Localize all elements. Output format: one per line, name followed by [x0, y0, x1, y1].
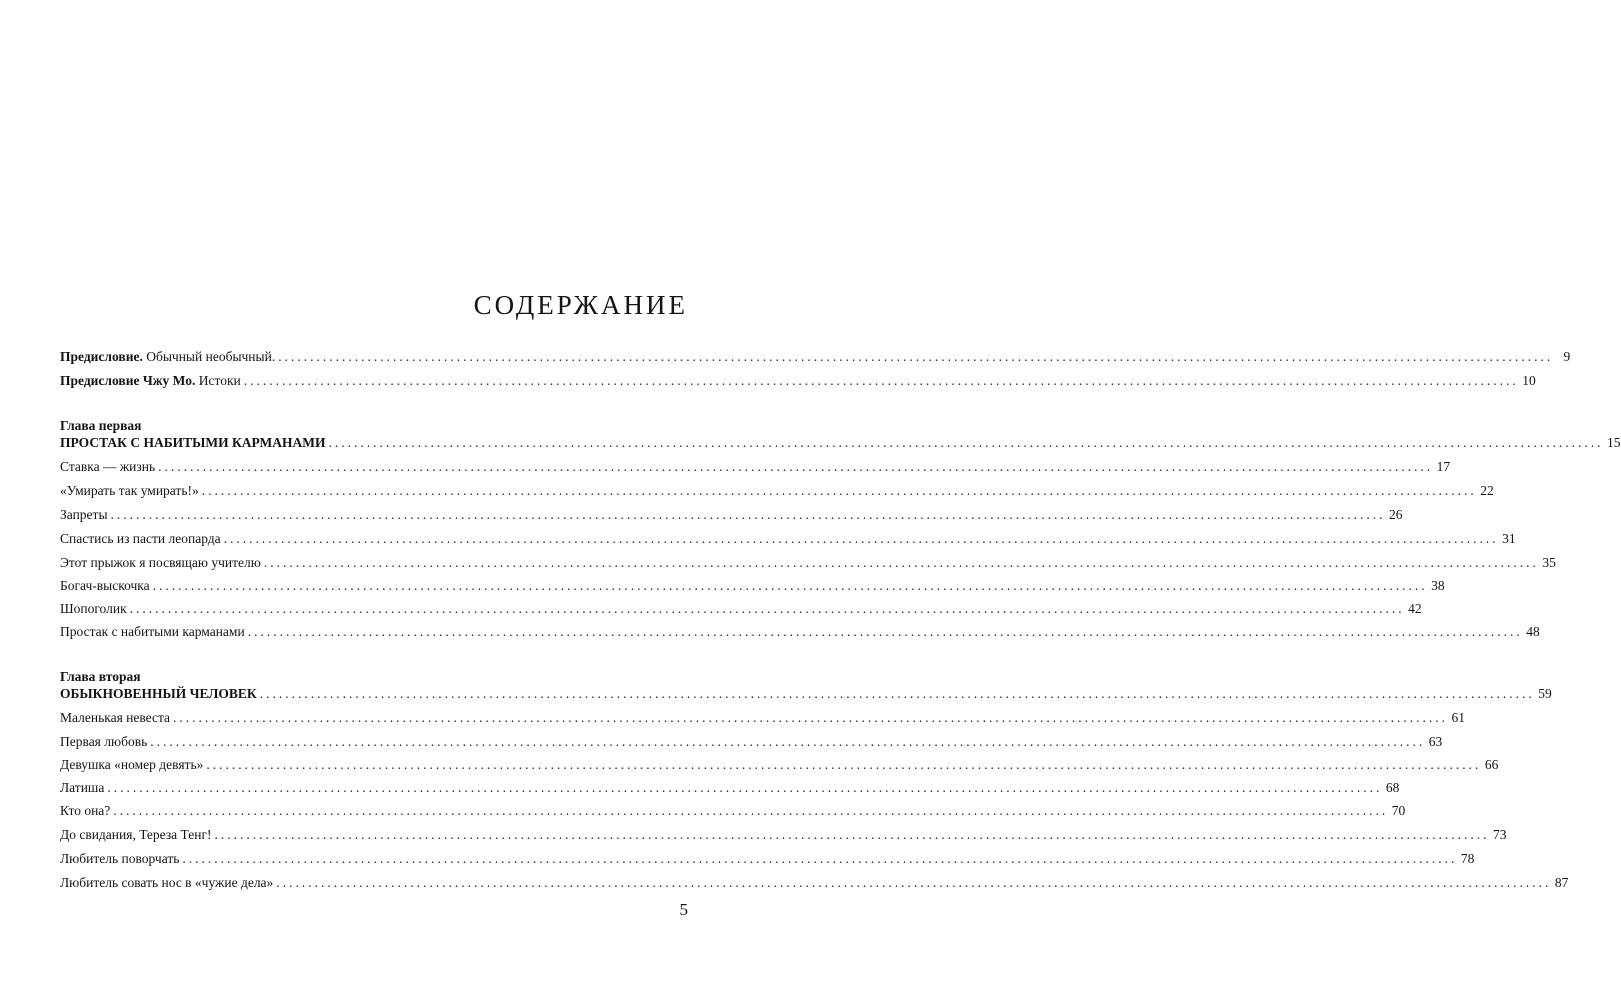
- dot-leader: ........................................................................................................................................................................................................: [152, 578, 1428, 593]
- entry-page-number: 26: [1389, 507, 1403, 522]
- entry-label: Спастись из пасти леопарда: [60, 531, 221, 546]
- toc-chapter-1[interactable]: [60, 433, 1621, 453]
- entry-label: Обычный необычный.: [146, 349, 276, 364]
- dot-leader: ........................................................................................................................................................................................................: [247, 624, 1523, 639]
- entry-label: Запреты: [60, 507, 108, 522]
- entry-page-number: 68: [1385, 780, 1400, 795]
- entry-page-number: 78: [1460, 851, 1475, 866]
- toc-entry[interactable]: [60, 622, 1540, 642]
- entry-page-number: 35: [1542, 555, 1556, 570]
- dot-leader: ........................................................................................................................................................................................................: [182, 851, 1458, 866]
- entry-label: Любитель поворчать: [60, 851, 180, 866]
- entry-label: Ставка — жизнь: [60, 459, 156, 474]
- entry-bold-label: Предисловие Чжу Мо.: [60, 373, 196, 388]
- entry-page-number: 10: [1522, 373, 1536, 388]
- entry-label: «Умирать так умирать!»: [60, 483, 199, 498]
- page-number: 5: [679, 900, 688, 919]
- toc-entry[interactable]: [60, 732, 1443, 752]
- dot-leader: ........................................................................................................................................................................................................: [259, 686, 1535, 701]
- entry-page-number: 61: [1451, 710, 1466, 725]
- toc-entry[interactable]: [60, 755, 1499, 775]
- toc-entry[interactable]: [60, 576, 1445, 596]
- toc-entry[interactable]: [60, 481, 1494, 501]
- entry-label: Девушка «номер девять»: [60, 757, 204, 772]
- entry-page-number: 9: [1563, 349, 1571, 364]
- entry-label: Маленькая невеста: [60, 710, 171, 725]
- toc-entry[interactable]: [60, 505, 1403, 525]
- dot-leader: ........................................................................................................................................................................................................: [158, 459, 1434, 474]
- entry-label: Этот прыжок я посвящаю учителю: [60, 555, 261, 570]
- entry-page-number: 38: [1431, 578, 1445, 593]
- toc-chapter-2[interactable]: [60, 684, 1552, 704]
- toc-entry[interactable]: [60, 599, 1422, 619]
- chapter-kicker: Глава вторая: [60, 669, 141, 684]
- dot-leader: ........................................................................................................................................................................................................: [243, 373, 1519, 388]
- dot-leader: ........................................................................................................................................................................................................: [328, 435, 1604, 450]
- toc-entry[interactable]: [60, 849, 1475, 869]
- dot-leader: ........................................................................................................................................................................................................: [223, 531, 1499, 546]
- entry-page-number: 17: [1436, 459, 1451, 474]
- entry-page-number: 66: [1484, 757, 1499, 772]
- entry-label: Первая любовь: [60, 734, 148, 749]
- dot-leader: ........................................................................................................................................................................................................: [107, 780, 1383, 795]
- entry-label: Шопоголик: [60, 601, 127, 616]
- dot-leader: ........................................................................................................................................................................................................: [276, 875, 1552, 890]
- toc-entry-preface[interactable]: [60, 347, 1571, 367]
- chapter-title: ПРОСТАК С НАБИТЫМИ КАРМАНАМИ: [60, 435, 326, 450]
- entry-label: До свидания, Тереза Тенг!: [60, 827, 212, 842]
- entry-page-number: 70: [1391, 803, 1406, 818]
- dot-leader: ........................................................................................................................................................................................................: [201, 483, 1477, 498]
- entry-label: Кто она?: [60, 803, 111, 818]
- entry-page-number: 63: [1428, 734, 1443, 749]
- dot-leader: ........................................................................................................................................................................................................: [214, 827, 1490, 842]
- toc-title: СОДЕРЖАНИЕ: [473, 290, 688, 320]
- dot-leader: ........................................................................................................................................................................................................: [206, 757, 1482, 772]
- entry-page-number: 31: [1502, 531, 1516, 546]
- entry-page-number: 87: [1554, 875, 1569, 890]
- toc-entry[interactable]: [60, 873, 1569, 893]
- toc-entry[interactable]: [60, 708, 1466, 728]
- entry-page-number: 73: [1493, 827, 1507, 842]
- toc-entry[interactable]: [60, 825, 1507, 845]
- dot-leader: ........................................................................................................................................................................................................: [113, 803, 1389, 818]
- dot-leader: ........................................................................................................................................................................................................: [173, 710, 1449, 725]
- chapter-kicker: Глава первая: [60, 418, 142, 433]
- chapter-title: ОБЫКНОВЕННЫЙ ЧЕЛОВЕК: [60, 686, 257, 701]
- entry-page-number: 22: [1480, 483, 1494, 498]
- toc-entry[interactable]: [60, 778, 1400, 798]
- entry-label: Латиша: [60, 780, 105, 795]
- entry-page-number: 15: [1607, 435, 1621, 450]
- entry-label: Простак с набитыми карманами: [60, 624, 245, 639]
- toc-entry[interactable]: [60, 801, 1406, 821]
- toc-entry-preface-zhu-mo[interactable]: [60, 371, 1536, 391]
- entry-label: Богач-выскочка: [60, 578, 150, 593]
- dot-leader: ........................................................................................................................................................................................................: [129, 601, 1405, 616]
- entry-page-number: 59: [1538, 686, 1552, 701]
- entry-page-number: 48: [1526, 624, 1540, 639]
- entry-bold-label: Предисловие.: [60, 349, 143, 364]
- toc-entry[interactable]: [60, 553, 1556, 573]
- entry-page-number: 42: [1408, 601, 1422, 616]
- dot-leader: ........................................................................................................................................................................................................: [110, 507, 1386, 522]
- toc-entry[interactable]: [60, 529, 1516, 549]
- dot-leader: ........................................................................................................................................................................................................: [263, 555, 1539, 570]
- entry-label: Истоки: [198, 373, 241, 388]
- dot-leader: ........................................................................................................................................................................................................: [150, 734, 1426, 749]
- entry-label: Любитель совать нос в «чужие дела»: [60, 875, 274, 890]
- dot-leader: ........................................................................................................................................................................................................: [278, 349, 1554, 364]
- toc-entry[interactable]: [60, 457, 1451, 477]
